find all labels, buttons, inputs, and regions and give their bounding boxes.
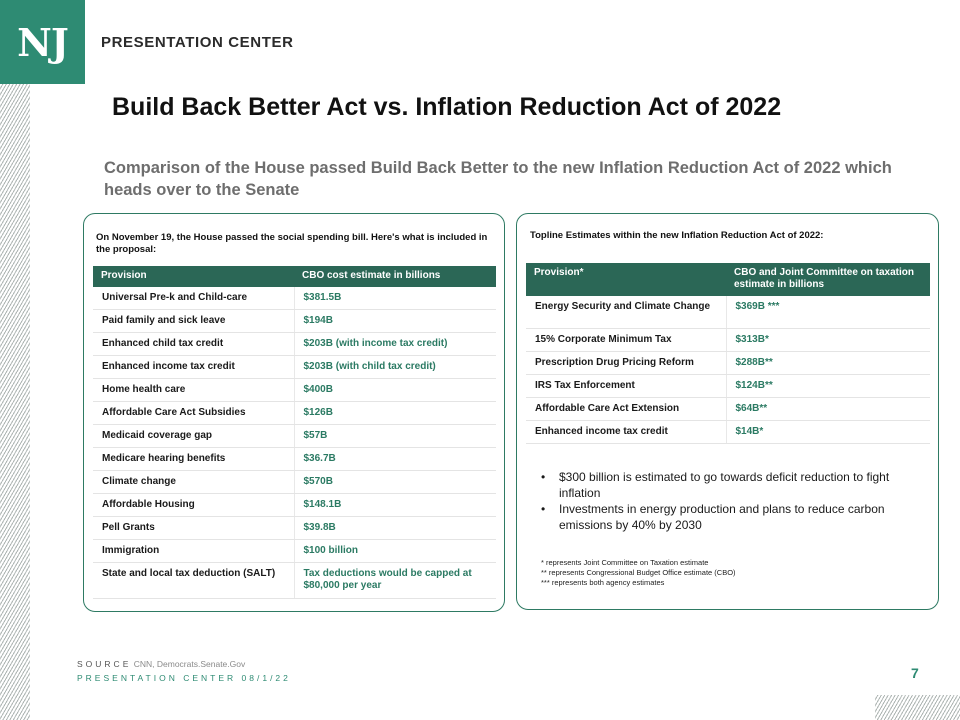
ira-bullet-list [541, 470, 911, 534]
provision-cell: State and local tax deduction (SALT) [93, 563, 294, 599]
provision-cell: Energy Security and Climate Change [526, 296, 726, 328]
bullet-icon: • [541, 502, 546, 516]
provision-cell: Medicare hearing benefits [93, 448, 294, 471]
table-row [526, 420, 930, 443]
table-row [526, 328, 930, 351]
provision-cell: Home health care [93, 379, 294, 402]
footer-presentation-center: PRESENTATION CENTER 08/1/22 [77, 673, 291, 683]
ira-header-provision: Provision* [526, 263, 726, 296]
provision-cell: Affordable Care Act Extension [526, 397, 726, 420]
provision-cell: Affordable Housing [93, 494, 294, 517]
source-line [77, 659, 245, 669]
table-row [526, 351, 930, 374]
decorative-hatch-left [0, 84, 30, 720]
table-row [93, 494, 496, 517]
estimate-cell: $124B** [726, 374, 930, 397]
estimate-cell: $14B* [726, 420, 930, 443]
table-row [93, 287, 496, 310]
provision-cell: Enhanced income tax credit [526, 420, 726, 443]
estimate-cell: $369B *** [726, 296, 930, 328]
source-text: CNN, Democrats.Senate.Gov [133, 659, 246, 669]
cost-cell: $36.7B [294, 448, 496, 471]
table-row [93, 540, 496, 563]
footnote: ** represents Congressional Budget Office estimate (CBO) [541, 568, 736, 577]
estimate-cell: $313B* [726, 328, 930, 351]
bbb-table [93, 266, 496, 599]
list-item [541, 470, 911, 501]
table-row [526, 397, 930, 420]
cost-cell: $39.8B [294, 517, 496, 540]
table-row [93, 356, 496, 379]
table-row [526, 374, 930, 397]
table-row [93, 517, 496, 540]
brand-name: PRESENTATION CENTER [101, 34, 294, 51]
provision-cell: Prescription Drug Pricing Reform [526, 351, 726, 374]
cost-cell: $148.1B [294, 494, 496, 517]
table-row [93, 402, 496, 425]
provision-cell: Enhanced child tax credit [93, 333, 294, 356]
ira-table-header [526, 263, 930, 296]
provision-cell: Paid family and sick leave [93, 310, 294, 333]
bbb-intro: On November 19, the House passed the social spending bill. Here's what is included in the proposal: [96, 232, 488, 255]
build-back-better-panel [83, 213, 505, 612]
cost-cell: Tax deductions would be capped at $80,000 per year [294, 563, 496, 599]
provision-cell: Affordable Care Act Subsidies [93, 402, 294, 425]
page-subtitle: Comparison of the House passed Build Back Better to the new Inflation Reduction Act of 2022 which heads over to the Senate [104, 159, 892, 199]
footnote: *** represents both agency estimates [541, 578, 665, 587]
cost-cell: $203B (with child tax credit) [294, 356, 496, 379]
provision-cell: IRS Tax Enforcement [526, 374, 726, 397]
estimate-cell: $64B** [726, 397, 930, 420]
estimate-footnotes [541, 558, 921, 588]
cost-cell: $194B [294, 310, 496, 333]
provision-cell: Medicaid coverage gap [93, 425, 294, 448]
bullet-text: $300 billion is estimated to go towards deficit reduction to fight inflation [559, 470, 890, 500]
table-row [93, 425, 496, 448]
table-row [93, 471, 496, 494]
table-row [93, 379, 496, 402]
footnote: * represents Joint Committee on Taxation estimate [541, 558, 709, 567]
page-title: Build Back Better Act vs. Inflation Reduction Act of 2022 [112, 93, 782, 121]
page-number: 7 [911, 665, 919, 681]
table-row [93, 563, 496, 599]
list-item [541, 502, 911, 533]
bbb-header-provision: Provision [93, 266, 294, 287]
cost-cell: $100 billion [294, 540, 496, 563]
bbb-header-cost: CBO cost estimate in billions [294, 266, 496, 287]
estimate-cell: $288B** [726, 351, 930, 374]
bullet-text: Investments in energy production and plans to reduce carbon emissions by 40% by 2030 [559, 502, 885, 532]
cost-cell: $57B [294, 425, 496, 448]
decorative-hatch-bottom [875, 695, 960, 720]
ira-intro: Topline Estimates within the new Inflation Reduction Act of 2022: [530, 230, 824, 241]
bullet-icon: • [541, 470, 546, 484]
source-label: SOURCE [77, 659, 132, 669]
table-row [93, 448, 496, 471]
table-row [93, 310, 496, 333]
ira-table [526, 263, 930, 444]
cost-cell: $400B [294, 379, 496, 402]
provision-cell: 15% Corporate Minimum Tax [526, 328, 726, 351]
provision-cell: Universal Pre-k and Child-care [93, 287, 294, 310]
provision-cell: Immigration [93, 540, 294, 563]
inflation-reduction-panel [516, 213, 939, 610]
cost-cell: $381.5B [294, 287, 496, 310]
logo-text: NJ [17, 19, 68, 65]
cost-cell: $203B (with income tax credit) [294, 333, 496, 356]
ira-header-estimate: CBO and Joint Committee on taxation estimate in billions [726, 263, 930, 296]
provision-cell: Climate change [93, 471, 294, 494]
cost-cell: $570B [294, 471, 496, 494]
bbb-table-header [93, 266, 496, 287]
provision-cell: Enhanced income tax credit [93, 356, 294, 379]
table-row [93, 333, 496, 356]
nj-logo [0, 0, 85, 84]
cost-cell: $126B [294, 402, 496, 425]
provision-cell: Pell Grants [93, 517, 294, 540]
table-row [526, 296, 930, 328]
